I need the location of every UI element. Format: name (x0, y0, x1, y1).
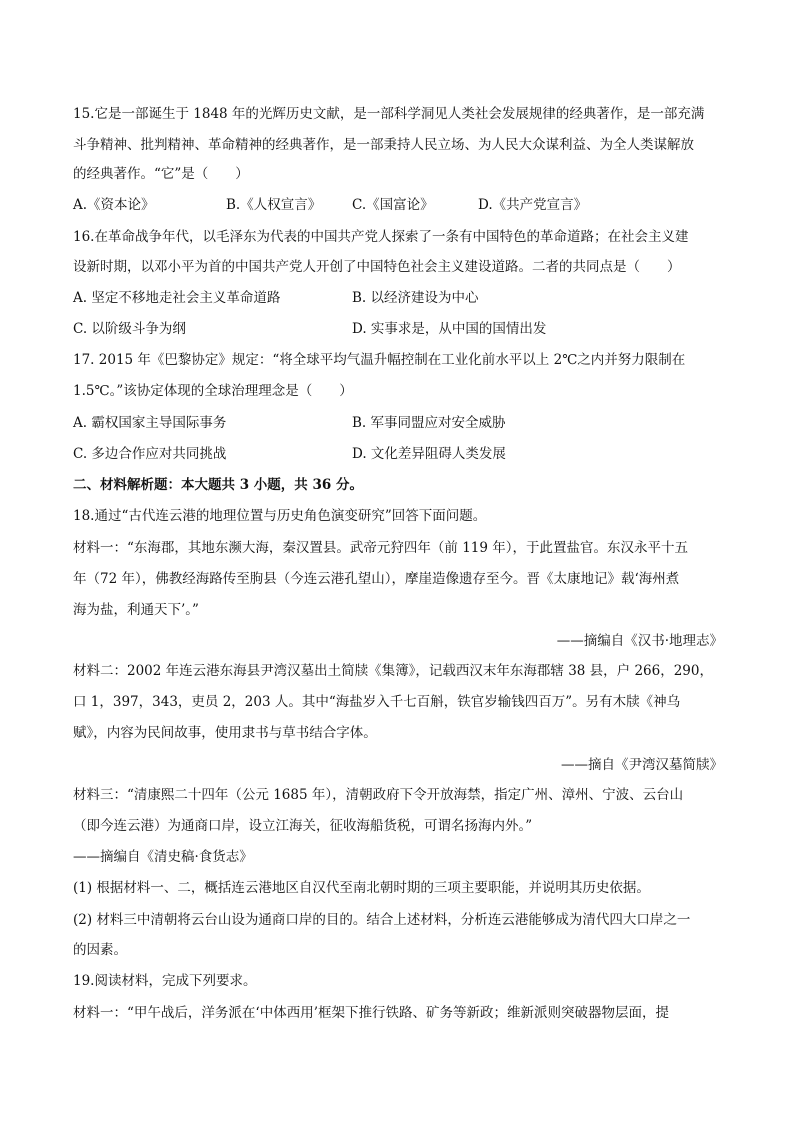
q16-stem-line-1: 16.在革命战争年代，以毛泽东为代表的中国共产党人探索了一条有中国特色的革命道路；在社会主义建 (73, 229, 689, 245)
q18-material1-source: ——摘编自《汉书·地理志》 (556, 633, 723, 649)
q18-question-1: (1) 根据材料一、二，概括连云港地区自汉代至南北朝时期的三项主要职能，并说明其历史依据。 (73, 880, 650, 896)
q15-option-c: C.《国富论》 (352, 197, 434, 213)
q17-option-a: A. 霸权国家主导国际事务 (73, 415, 227, 431)
q18-material1-line-3: 海为盐，利通天下’。” (73, 602, 199, 618)
q18-material3-line-1: 材料三：“清康熙二十四年（公元 1685 年），清朝政府下令开放海禁，指定广州、漳州、宁波、云台山 (73, 787, 684, 803)
q19-material1-line-1: 材料一：“甲午战后，洋务派在‘中体西用’框架下推行铁路、矿务等新政；维新派则突破器物层面，提 (73, 1005, 669, 1021)
q18-material2-line-1: 材料二：2002 年连云港东海县尹湾汉墓出土简牍《集簿》，记载西汉末年东海郡辖 38 县，户 266，290， (73, 663, 713, 679)
q18-material1-line-1: 材料一：“东海郡，其地东濒大海，秦汉置县。武帝元狩四年（前 119 年），于此置盐官。东汉永平十五 (73, 540, 689, 556)
q18-material1-line-2: 年（72 年），佛教经海路传至朐县（今连云港孔望山），摩崖造像遗存至今。晋《太康地记》载‘海州煮 (73, 571, 680, 587)
q15-stem-line-1: 15.它是一部诞生于 1848 年的光辉历史文献，是一部科学洞见人类社会发展规律的经典著作，是一部充满 (73, 106, 705, 122)
q18-question-2-line-2: 的因素。 (73, 942, 127, 958)
q16-stem-line-2: 设新时期，以邓小平为首的中国共产党人开创了中国特色社会主义建设道路。二者的共同点是（ ） (73, 259, 681, 275)
q15-stem-line-2: 斗争精神、批判精神、革命精神的经典著作，是一部秉持人民立场、为人民大众谋利益、为全人类谋解放 (73, 137, 694, 153)
q16-option-a: A. 坚定不移地走社会主义革命道路 (73, 290, 281, 306)
q17-stem-line-1: 17. 2015 年《巴黎协定》规定：“将全球平均气温升幅控制在工业化前水平以上 2℃之内并努力限制在 (73, 352, 686, 368)
section-heading: 二、材料解析题：本大题共 3 小题，共 36 分。 (73, 477, 363, 493)
q17-option-b: B. 军事同盟应对安全威胁 (352, 415, 506, 431)
q18-material3-source: ——摘编自《清史稿·食货志》 (73, 849, 253, 865)
q16-option-c: C. 以阶级斗争为纲 (73, 321, 186, 337)
q15-option-a: A.《资本论》 (73, 197, 155, 213)
q18-material2-line-2: 口 1，397，343，吏员 2，203 人。其中“海盐岁入千七百斛，铁官岁输钱四百万”。另有木牍《神乌 (73, 694, 681, 710)
q15-option-d: D.《共产党宣言》 (478, 197, 588, 213)
q17-option-c: C. 多边合作应对共同挑战 (73, 446, 227, 462)
q18-material2-line-3: 赋》，内容为民间故事，使用隶书与草书结合字体。 (73, 725, 377, 741)
q18-material3-line-2: （即今连云港）为通商口岸，设立江海关，征收海船货税，可谓名扬海内外。” (73, 818, 533, 834)
q15-stem-line-3: 的经典著作。“它”是（ ） (73, 166, 249, 182)
q17-stem-line-2: 1.5℃。”该协定体现的全球治理理念是（ ） (73, 383, 353, 399)
q16-option-d: D. 实事求是，从中国的国情出发 (352, 321, 547, 337)
q19-intro: 19.阅读材料，完成下列要求。 (73, 973, 257, 989)
q16-option-b: B. 以经济建设为中心 (352, 290, 479, 306)
q15-option-b: B.《人权宣言》 (226, 197, 322, 213)
q18-material2-source: ——摘自《尹湾汉墓简牍》 (561, 757, 723, 773)
q18-question-2-line-1: (2) 材料三中清朝将云台山设为通商口岸的目的。结合上述材料，分析连云港能够成为清代四大口岸之一 (73, 912, 691, 928)
q18-intro: 18.通过“古代连云港的地理位置与历史角色演变研究”回答下面问题。 (73, 508, 487, 524)
q17-option-d: D. 文化差异阻碍人类发展 (352, 446, 506, 462)
